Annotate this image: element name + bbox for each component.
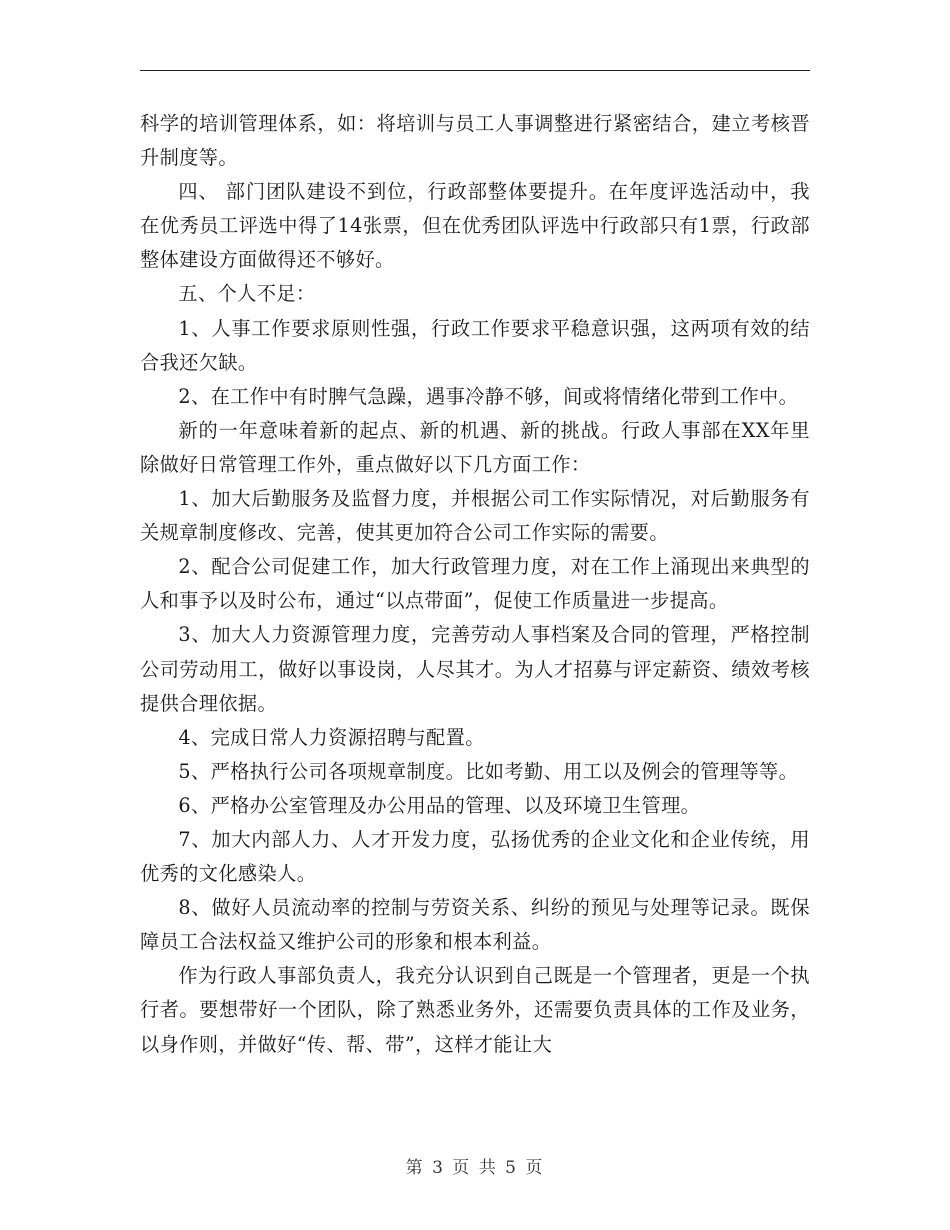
body-text [140,107,810,1062]
paragraph-shortcoming-2: 2、在工作中有时脾气急躁，遇事冷静不够，间或将情绪化带到工作中。 [178,384,799,408]
paragraph-plan-4: 4、完成日常人力资源招聘与配置。 [178,725,485,749]
paragraph-plan-3: 3、加大人力资源管理力度，完善劳动人事档案及合同的管理，严格控制公司劳动用工，做好以事设岗，人尽其才。为人才招募与评定薪资、绩效考核提供合理依据。 [140,623,810,715]
paragraph-shortcoming-1: 1、人事工作要求原则性强，行政工作要求平稳意识强，这两项有效的结合我还欠缺。 [140,316,810,374]
paragraph-plan-5: 5、严格执行公司各项规章制度。比如考勤、用工以及例会的管理等等。 [178,759,799,783]
paragraph-plan-8: 8、做好人员流动率的控制与劳资关系、纠纷的预见与处理等记录。既保障员工合法权益又维护公司的形象和根本利益。 [140,896,810,954]
paragraph-plan-6: 6、严格办公室管理及办公用品的管理、以及环境卫生管理。 [178,793,701,817]
paragraph-continuation: 科学的培训管理体系，如：将培训与员工人事调整进行紧密结合，建立考核晋升制度等。 [140,112,810,170]
paragraph-plan-2: 2、配合公司促建工作，加大行政管理力度，对在工作上涌现出来典型的人和事予以及时公布，通过“以点带面”，促使工作质量进一步提高。 [140,555,810,613]
header-rule [140,70,810,71]
paragraph-section-five-heading: 五、个人不足： [178,282,316,306]
paragraph-closing: 作为行政人事部负责人，我充分认识到自己既是一个管理者，更是一个执行者。要想带好一个团队，除了熟悉业务外，还需要负责具体的工作及业务，以身作则，并做好“传、帮、带”，这样才能让大 [140,964,810,1056]
paragraph-new-year-intro: 新的一年意味着新的起点、新的机遇、新的挑战。行政人事部在XX年里除做好日常管理工作外，重点做好以下几方面工作： [140,418,810,476]
paragraph-section-four: 四、 部门团队建设不到位，行政部整体要提升。在年度评选活动中，我在优秀员工评选中得了14张票，但在优秀团队评选中行政部只有1票，行政部整体建设方面做得还不够好。 [140,180,810,272]
page-footer: 第 3 页 共 5 页 [405,1158,545,1178]
paragraph-plan-7: 7、加大内部人力、人才开发力度，弘扬优秀的企业文化和企业传统，用优秀的文化感染人。 [140,827,810,886]
paragraph-plan-1: 1、加大后勤服务及监督力度，并根据公司工作实际情况，对后勤服务有关规章制度修改、完善，使其更加符合公司工作实际的需要。 [140,487,810,545]
